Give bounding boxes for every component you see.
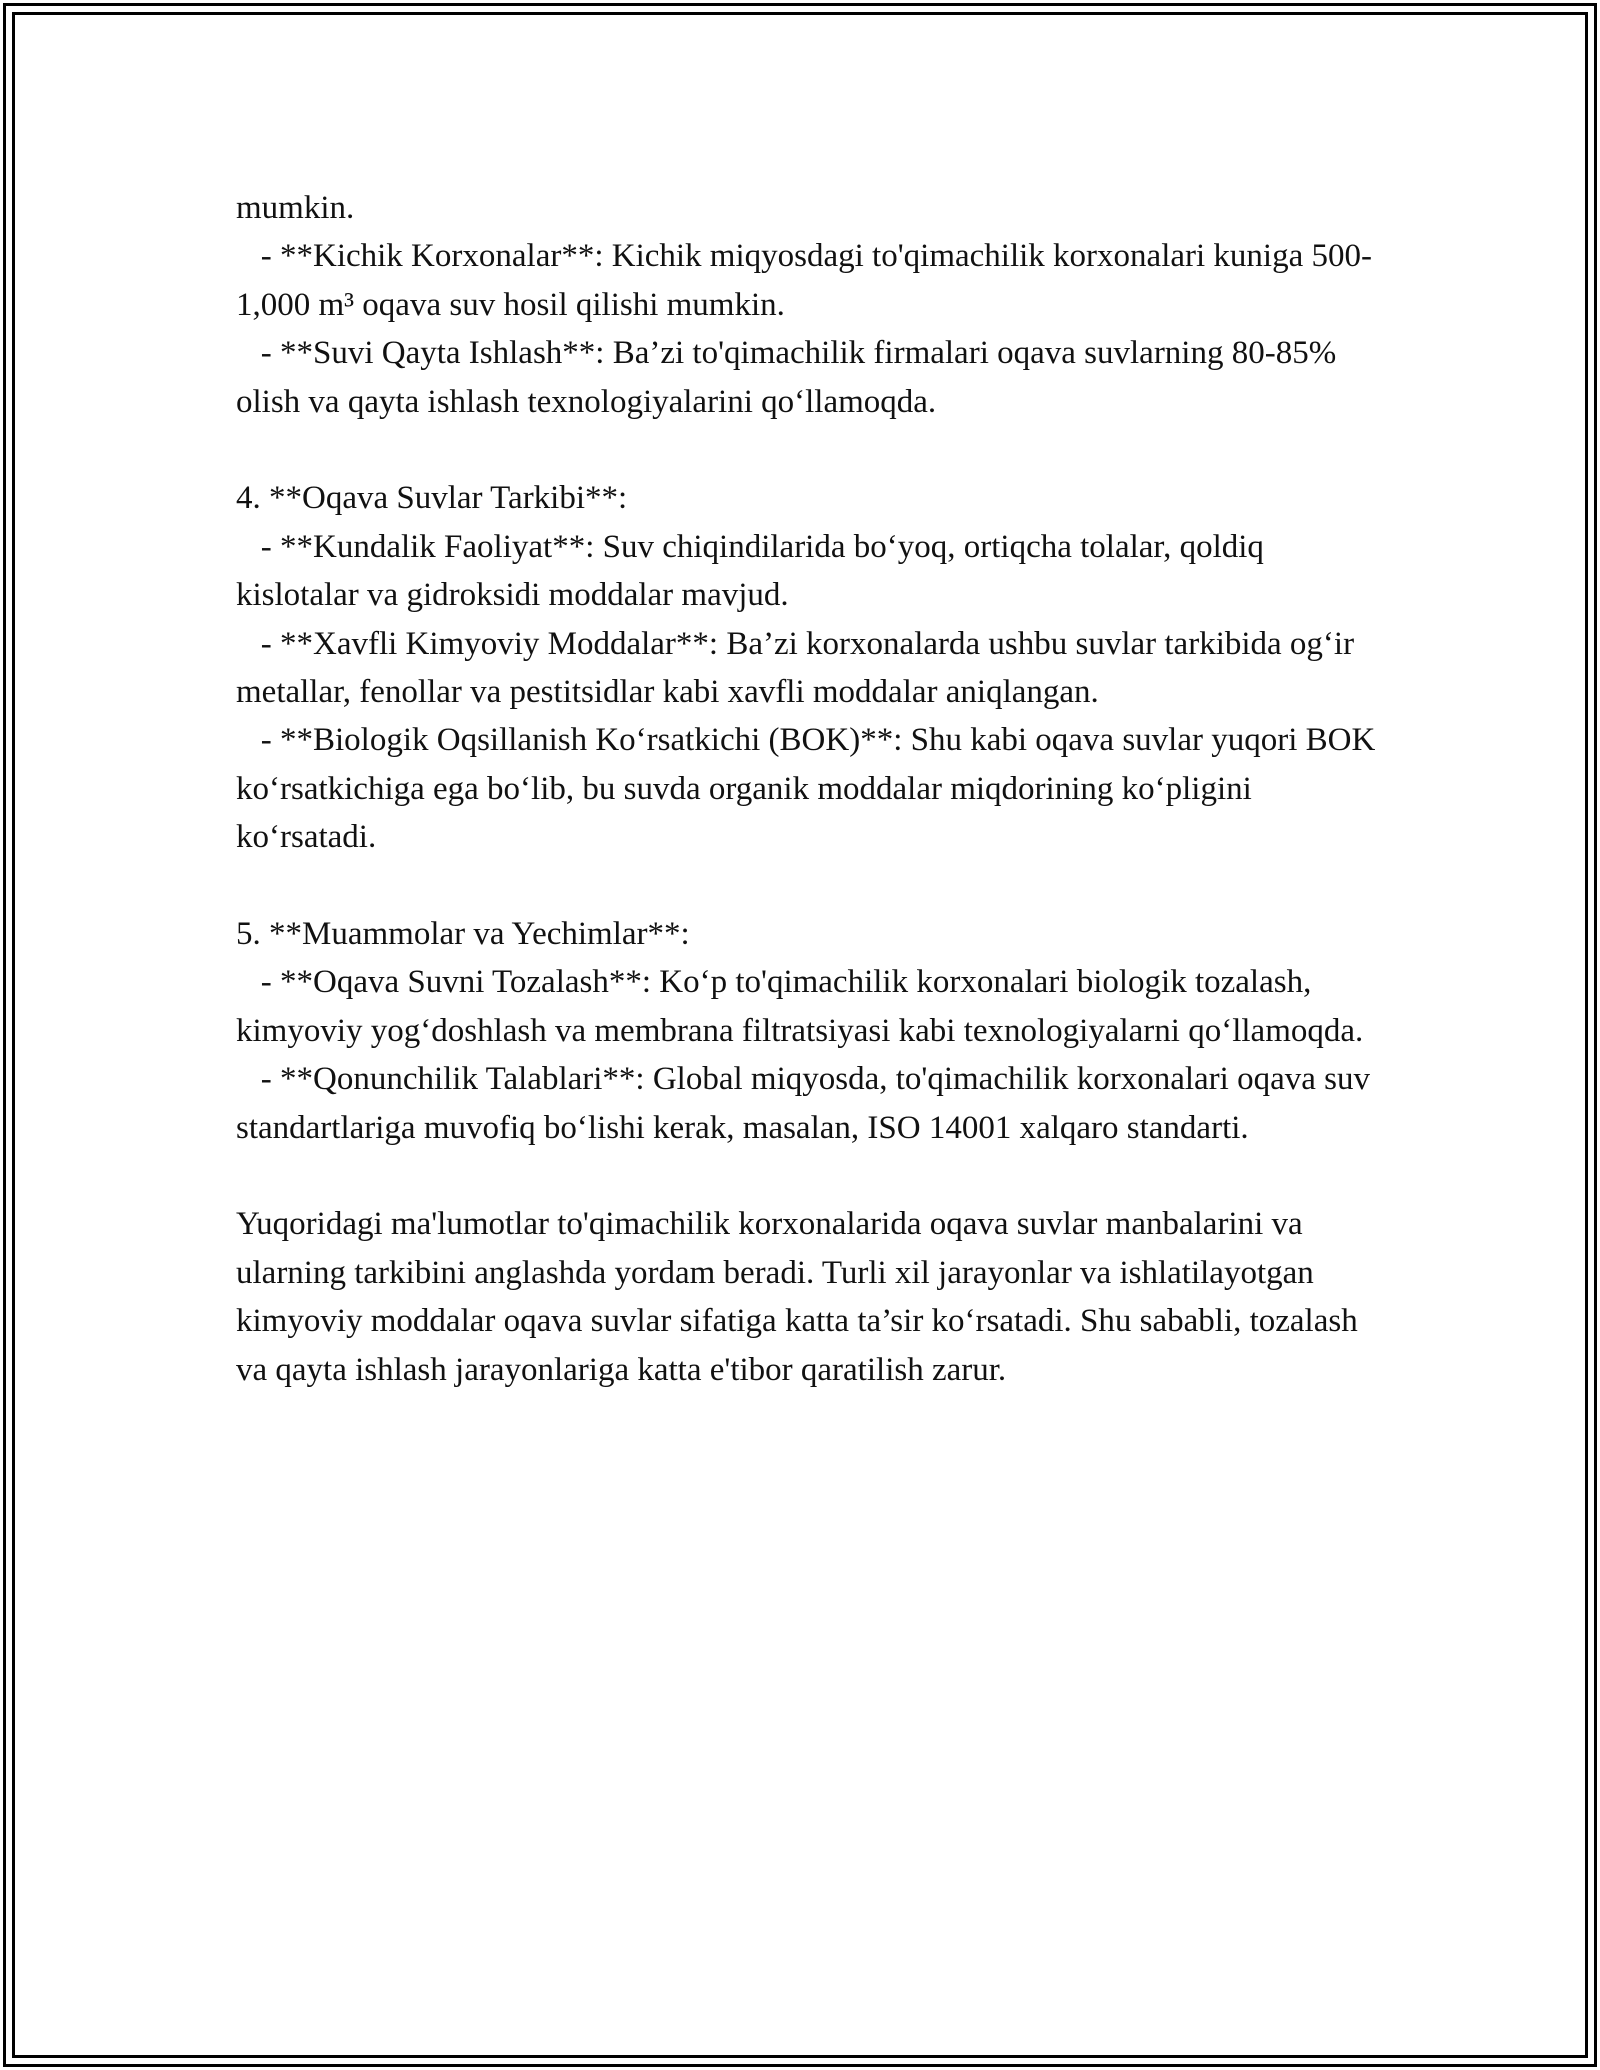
blank-line bbox=[236, 1152, 1376, 1200]
conclusion-paragraph: Yuqoridagi ma'lumotlar to'qimachilik korxonalarida oqava suvlar manbalarini va ularning tarkibini anglashda yordam beradi. Turli xil jarayonlar va ishlatilayotgan kimyoviy moddalar oqava suvlar sifatiga katta ta’sir ko‘rsatadi. Shu sababli, tozalash va qayta ishlash jarayonlariga katta e'tibor qaratilish zarur. bbox=[236, 1206, 1366, 1388]
list-item-qonunchilik-talablari: - **Qonunchilik Talablari**: Global miqyosda, to'qimachilik korxonalari oqava suv standartlariga muvofiq bo‘lishi kerak, masalan, ISO 14001 xalqaro standarti. bbox=[236, 1061, 1379, 1146]
document-body bbox=[236, 184, 1384, 1394]
list-item-oqava-suvni-tozalash: - **Oqava Suvni Tozalash**: Ko‘p to'qimachilik korxonalari biologik tozalash, kimyoviy yog‘doshlash va membrana filtratsiyasi kabi texnologiyalarni qo‘llamoqda. bbox=[236, 964, 1364, 1049]
list-item-biologik-oqsillanish: - **Biologik Oqsillanish Ko‘rsatkichi (BOK)**: Shu kabi oqava suvlar yuqori BOK ko‘rsatkichiga ega bo‘lib, bu suvda organik moddalar miqdorining ko‘pligini ko‘rsatadi. bbox=[236, 722, 1384, 856]
blank-line bbox=[236, 862, 1376, 910]
list-item-xavfli-kimyoviy-moddalar: - **Xavfli Kimyoviy Moddalar**: Ba’zi korxonalarda ushbu suvlar tarkibida og‘ir metallar, fenollar va pestitsidlar kabi xavfli moddalar aniqlangan. bbox=[236, 625, 1363, 711]
blank-line bbox=[236, 426, 1376, 474]
text-line: mumkin. bbox=[236, 190, 355, 226]
section-heading-5: 5. **Muammolar va Yechimlar**: bbox=[236, 916, 690, 953]
list-item-kundalik-faoliyat: - **Kundalik Faoliyat**: Suv chiqindilarida bo‘yoq, ortiqcha tolalar, qoldiq kislotalar va gidroksidi moddalar mavjud. bbox=[236, 528, 1273, 614]
list-item-kichik-korxonalar: - **Kichik Korxonalar**: Kichik miqyosdagi to'qimachilik korxonalari kuniga 500-1,000 m³ oqava suv hosil qilishi mumkin. bbox=[236, 238, 1372, 323]
section-heading-4: 4. **Oqava Suvlar Tarkibi**: bbox=[236, 480, 628, 517]
list-item-suvi-qayta-ishlash: - **Suvi Qayta Ishlash**: Ba’zi to'qimachilik firmalari oqava suvlarning 80-85% olish va qayta ishlash texnologiyalarini qo‘llamoqda. bbox=[236, 335, 1345, 420]
